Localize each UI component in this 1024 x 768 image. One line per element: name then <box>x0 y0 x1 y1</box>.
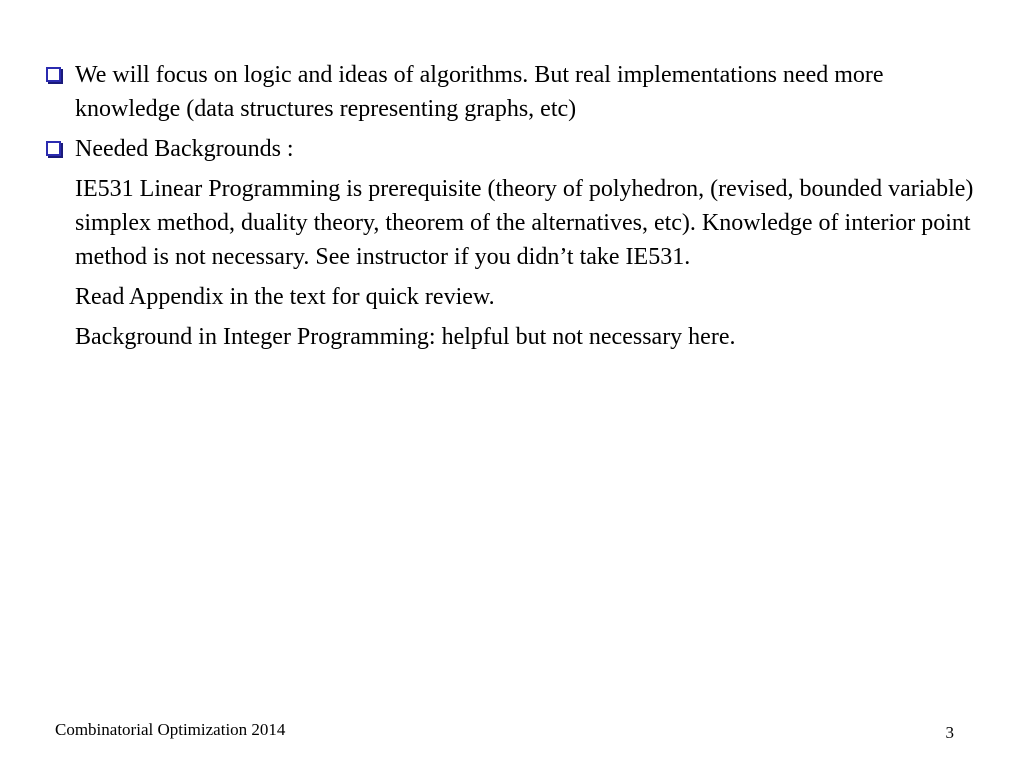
footer-page-number: 3 <box>945 723 954 742</box>
bullet-text: We will focus on logic and ideas of algorithms. But real implementations need more knowledge (data structures representing graphs, etc) <box>75 62 884 122</box>
bullet-item-backgrounds <box>44 132 994 166</box>
sub-paragraph-lp-prerequisite: IE531 Linear Programming is prerequisite (theory of polyhedron, (revised, bounded variable) simplex method, duality theory, theorem of the alternatives, etc). Knowledge of interior point method is not necessary. See instructor if you didn’t take IE531. <box>75 176 974 270</box>
slide-body <box>44 58 994 360</box>
footer-course-title: Combinatorial Optimization 2014 <box>55 720 286 739</box>
checkbox-bullet-icon <box>46 67 61 82</box>
bullet-item-focus <box>44 58 994 126</box>
checkbox-bullet-icon <box>46 141 61 156</box>
bullet-text: Needed Backgrounds : <box>75 136 294 162</box>
sub-paragraph-integer-programming: Background in Integer Programming: helpful but not necessary here. <box>75 324 736 350</box>
sub-paragraph-appendix: Read Appendix in the text for quick review. <box>75 284 495 310</box>
